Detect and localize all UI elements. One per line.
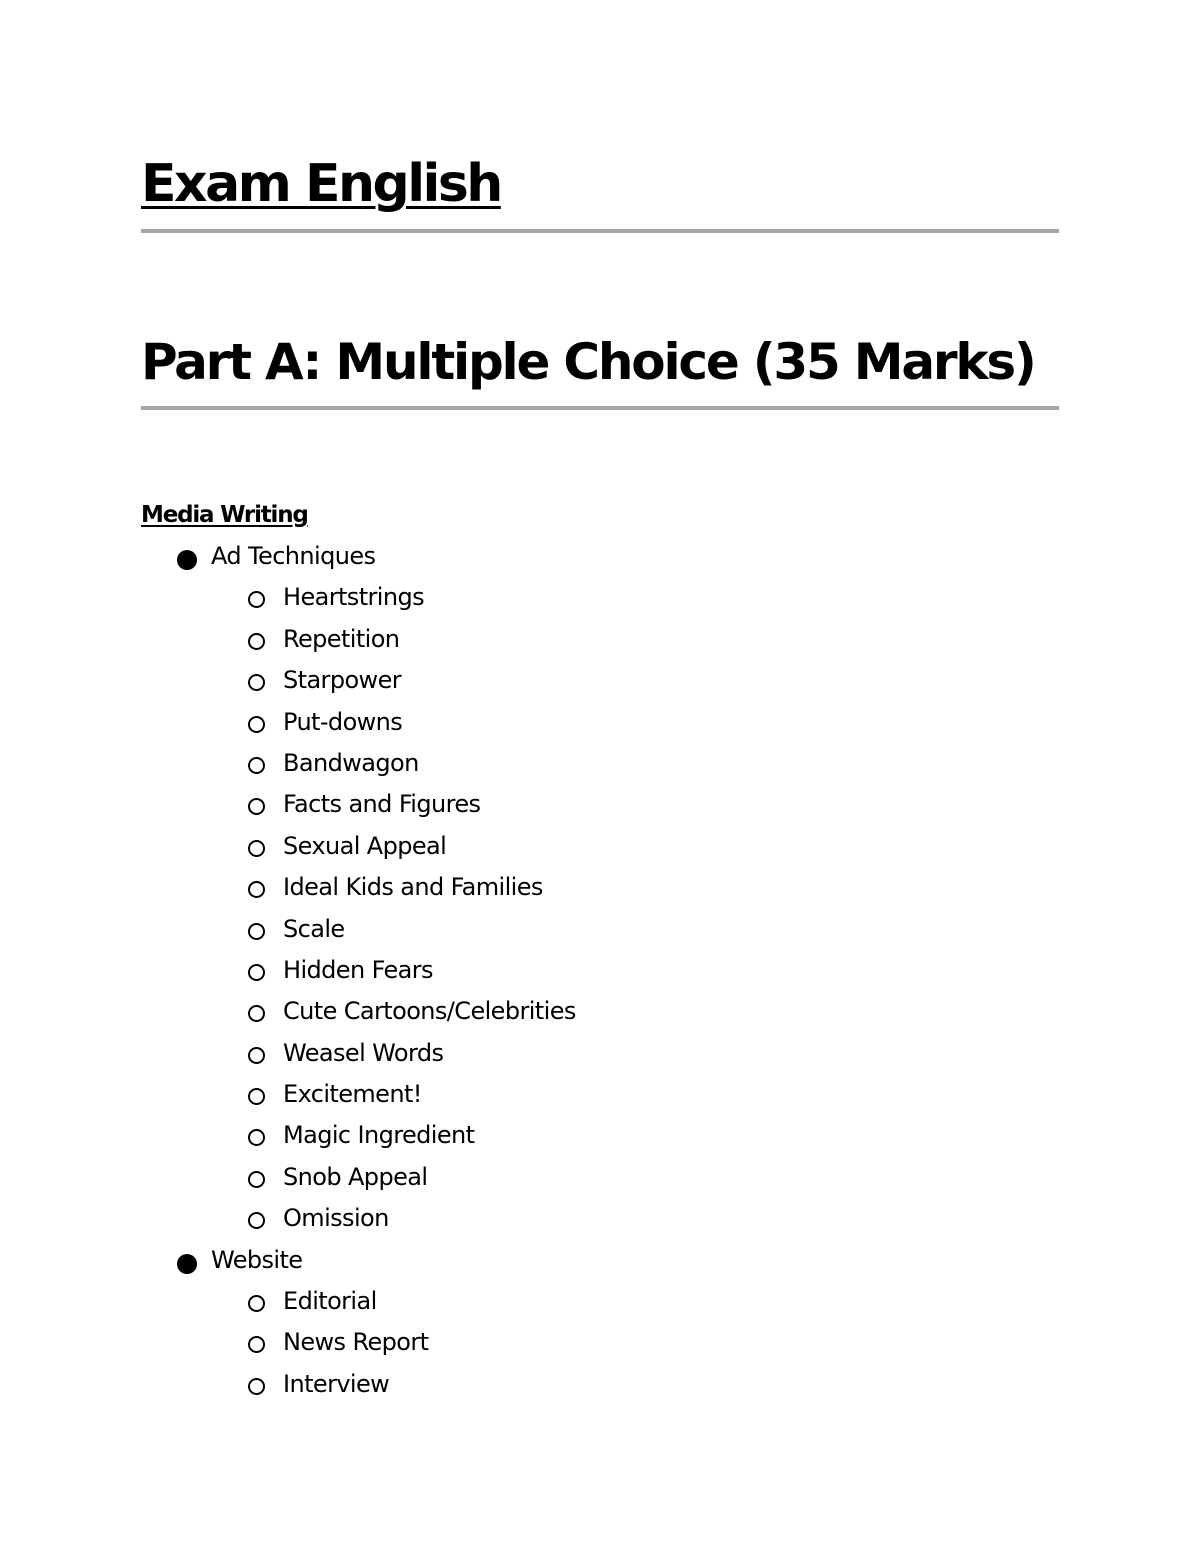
subtopic-item — [0, 747, 1200, 788]
subtopic-item — [0, 1285, 1200, 1326]
hollow-bullet-icon — [248, 591, 265, 608]
hollow-bullet-icon — [248, 923, 265, 940]
subtopic-label: Weasel Words — [283, 1038, 444, 1067]
hollow-bullet-icon — [248, 1336, 265, 1353]
subtopic-item — [0, 954, 1200, 995]
subtopic-label: Ideal Kids and Families — [283, 873, 543, 902]
part-heading: Part A: Multiple Choice (35 Marks) — [141, 333, 1035, 391]
hollow-bullet-icon — [248, 840, 265, 857]
section-heading: Media Writing — [141, 502, 308, 528]
subtopic-label: Scale — [283, 914, 345, 943]
hollow-bullet-icon — [248, 881, 265, 898]
hollow-bullet-icon — [248, 964, 265, 981]
subtopic-item — [0, 581, 1200, 622]
topic-item — [0, 540, 1200, 581]
hollow-bullet-icon — [248, 633, 265, 650]
subtopic-item — [0, 995, 1200, 1036]
hollow-bullet-icon — [248, 1088, 265, 1105]
hollow-bullet-icon — [248, 1005, 265, 1022]
subtopic-item — [0, 706, 1200, 747]
subtopic-label: Put-downs — [283, 707, 403, 736]
subtopic-label: Magic Ingredient — [283, 1121, 475, 1150]
subtopic-label: Interview — [283, 1369, 390, 1398]
hollow-bullet-icon — [248, 1129, 265, 1146]
document-title: Exam English — [141, 154, 501, 214]
subtopic-label: Snob Appeal — [283, 1162, 428, 1191]
subtopic-item — [0, 1368, 1200, 1409]
subtopic-item — [0, 871, 1200, 912]
subtopic-label: News Report — [283, 1328, 429, 1357]
subtopic-item — [0, 623, 1200, 664]
hollow-bullet-icon — [248, 1171, 265, 1188]
hollow-bullet-icon — [248, 716, 265, 733]
filled-bullet-icon — [177, 550, 197, 570]
subtopic-label: Heartstrings — [283, 583, 424, 612]
subtopic-item — [0, 830, 1200, 871]
subtopic-item — [0, 1119, 1200, 1160]
part-divider — [141, 406, 1059, 410]
filled-bullet-icon — [177, 1254, 197, 1274]
topic-outline — [0, 540, 1200, 1409]
subtopic-label: Facts and Figures — [283, 790, 481, 819]
subtopic-label: Excitement! — [283, 1080, 422, 1109]
subtopic-label: Editorial — [283, 1287, 377, 1316]
hollow-bullet-icon — [248, 1212, 265, 1229]
subtopic-item — [0, 1326, 1200, 1367]
hollow-bullet-icon — [248, 1295, 265, 1312]
subtopic-item — [0, 1202, 1200, 1243]
subtopic-label: Hidden Fears — [283, 955, 433, 984]
subtopic-label: Bandwagon — [283, 748, 419, 777]
topic-label: Ad Techniques — [211, 542, 376, 570]
hollow-bullet-icon — [248, 1378, 265, 1395]
subtopic-label: Cute Cartoons/Celebrities — [283, 997, 576, 1026]
hollow-bullet-icon — [248, 757, 265, 774]
hollow-bullet-icon — [248, 1047, 265, 1064]
hollow-bullet-icon — [248, 798, 265, 815]
subtopic-label: Starpower — [283, 666, 401, 695]
hollow-bullet-icon — [248, 674, 265, 691]
subtopic-item — [0, 1078, 1200, 1119]
subtopic-label: Repetition — [283, 624, 400, 653]
subtopic-item — [0, 1037, 1200, 1078]
title-divider — [141, 229, 1059, 233]
subtopic-item — [0, 1161, 1200, 1202]
topic-label: Website — [211, 1245, 303, 1274]
subtopic-label: Omission — [283, 1204, 389, 1233]
subtopic-item — [0, 664, 1200, 705]
subtopic-item — [0, 913, 1200, 954]
subtopic-label: Sexual Appeal — [283, 831, 447, 860]
topic-item — [0, 1244, 1200, 1285]
subtopic-item — [0, 788, 1200, 829]
